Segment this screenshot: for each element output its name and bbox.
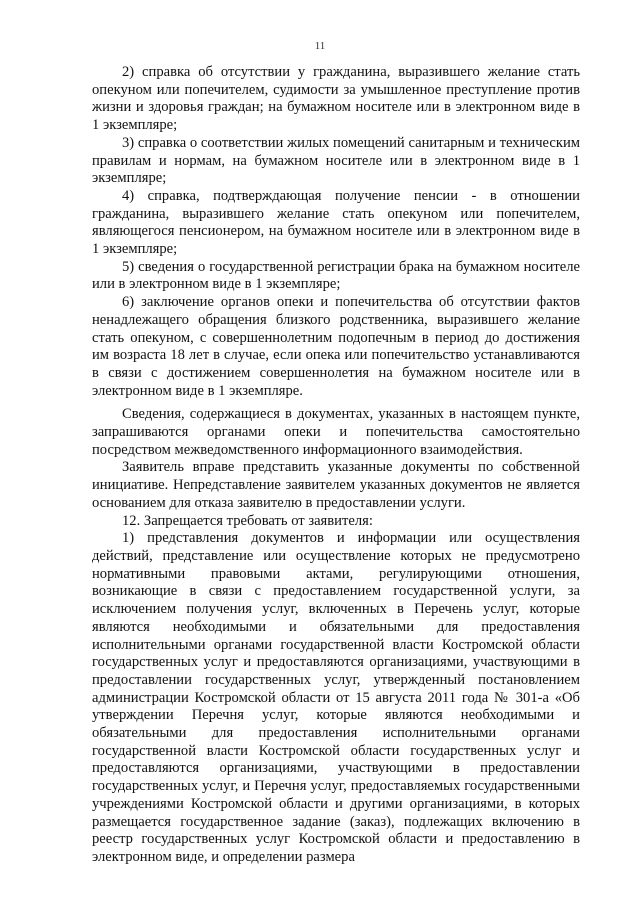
section-12-heading: 12. Запрещается требовать от заявителя: <box>122 512 373 529</box>
document-body <box>92 64 580 867</box>
paragraph-item-3: 3) справка о соответствии жилых помещений санитарным и техническим правилам и нормам, на бумажном носителе или в электронном виде в 1 экземпляре; <box>92 134 580 187</box>
paragraph-item-4: 4) справка, подтверждающая получение пенсии - в отношении гражданина, выразившего желание стать опекуном или попечителем, являющегося пенсионером, на бумажном носителе или в электронном виде в 1 экземпляре; <box>92 187 580 258</box>
paragraph-item-2: 2) справка об отсутствии у гражданина, выразившего желание стать опекуном или попечителем, судимости за умышленное преступление против жизни и здоровья граждан; на бумажном носителе или в электронном виде в 1 экземпляре; <box>92 64 580 134</box>
paragraph-prohibition-1: 1) представления документов и информации или осуществления действий, представление или осуществление которых не предусмотрено нормативными правовыми актами, регулирующими отношения, возникающие в связи с предоставлением государственной услуги, за исключением получения услуг, включенных в Перечень услуг, которые являются необходимыми и обязательными для предоставления исполнительными органами государственной власти Костромской области государственных услуг и предоставляются организациями, участвующими в предоставлении государственных услуг, утвержденный постановлением администрации Костромской области от 15 августа 2011 года № 301-а «Об утверждении Перечня услуг, которые являются необходимыми и обязательными для предоставления исполнительными органами государственной власти Костромской области государственных услуг и предоставляются организациями, участвующими в предоставлении государственных услуг, и Перечня услуг, предоставляемых государственными учреждениями Костромской области и другими организациями, в которых размещается государственное задание (заказ), подлежащих включению в реестр государственных услуг Костромской области и предоставлению в электронном виде, и определении размера <box>92 530 580 865</box>
page-number: 11 <box>314 40 326 52</box>
paragraph-applicant-initiative: Заявитель вправе представить указанные документы по собственной инициативе. Непредставление заявителем указанных документов не является основанием для отказа заявителю в предоставлении услуги. <box>92 459 580 511</box>
paragraph-info-request: Сведения, содержащиеся в документах, указанных в настоящем пункте, запрашиваются органами опеки и попечительства самостоятельно посредством межведомственного информационного взаимодействия. <box>92 406 580 458</box>
paragraph-item-6: 6) заключение органов опеки и попечительства об отсутствии фактов ненадлежащего обращения близкого родственника, выразившего желание стать опекуном, с совершеннолетним подопечным в период до достижения им возраста 18 лет в случае, если опека или попечительство устанавливаются в связи с достижением совершеннолетия на бумажном носителе или в электронном виде в 1 экземпляре. <box>92 294 580 399</box>
paragraph-item-5: 5) сведения о государственной регистрации брака на бумажном носителе или в электронном виде в 1 экземпляре; <box>92 258 580 293</box>
